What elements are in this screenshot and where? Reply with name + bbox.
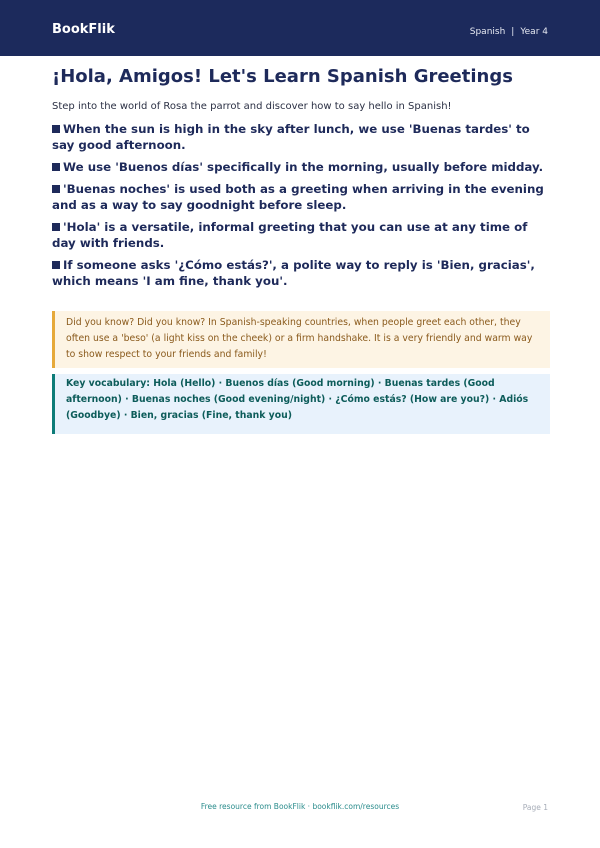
key-point-text: When the sun is high in the sky after lunch, we use 'Buenas tardes' to say good afternoon. [52, 122, 530, 152]
brand-logo-text[interactable]: BookFlik [52, 22, 115, 37]
page-header [0, 0, 600, 56]
bullet-square-icon [52, 163, 60, 171]
key-points-list [52, 121, 548, 295]
key-point-text: 'Buenas noches' is used both as a greeting when arriving in the evening and as a way to say goodnight before sleep. [52, 182, 544, 212]
intro-text: Step into the world of Rosa the parrot and discover how to say hello in Spanish! [52, 101, 452, 112]
key-vocabulary-box: Key vocabulary: Hola (Hello) · Buenos días (Good morning) · Buenas tardes (Good afternoon) · Buenas noches (Good evening/night) · ¿Cómo estás? (How are you?) · Adiós (Goodbye) · Bien, gracias (Fine, thank you) [52, 374, 550, 434]
key-point-text: If someone asks '¿Cómo estás?', a polite way to reply is 'Bien, gracias', which means 'I am fine, thank you'. [52, 258, 535, 288]
key-point-text: 'Hola' is a versatile, informal greeting that you can use at any time of day with friends. [52, 220, 528, 250]
bullet-square-icon [52, 125, 60, 133]
key-point [52, 219, 548, 251]
bullet-square-icon [52, 261, 60, 269]
bullet-square-icon [52, 223, 60, 231]
footer-resource-link[interactable]: Free resource from BookFlik · bookflik.com/resources [200, 802, 400, 811]
key-point-text: We use 'Buenos días' specifically in the morning, usually before midday. [63, 160, 544, 174]
key-point [52, 257, 548, 289]
subject-label: Spanish [469, 27, 506, 37]
meta-separator: | [511, 27, 515, 37]
page-number: Page 1 [522, 803, 548, 812]
page-title: ¡Hola, Amigos! Let's Learn Spanish Greetings [52, 66, 513, 87]
key-point [52, 159, 548, 175]
key-point [52, 181, 548, 213]
level-label: Year 4 [520, 27, 548, 37]
did-you-know-callout: Did you know? Did you know? In Spanish-speaking countries, when people greet each other, they often use a 'beso' (a light kiss on the cheek) or a firm handshake. It is a very friendly and warm way to show respect to your friends and family! [52, 311, 550, 368]
bullet-square-icon [52, 185, 60, 193]
header-meta [470, 28, 548, 37]
key-point [52, 121, 548, 153]
